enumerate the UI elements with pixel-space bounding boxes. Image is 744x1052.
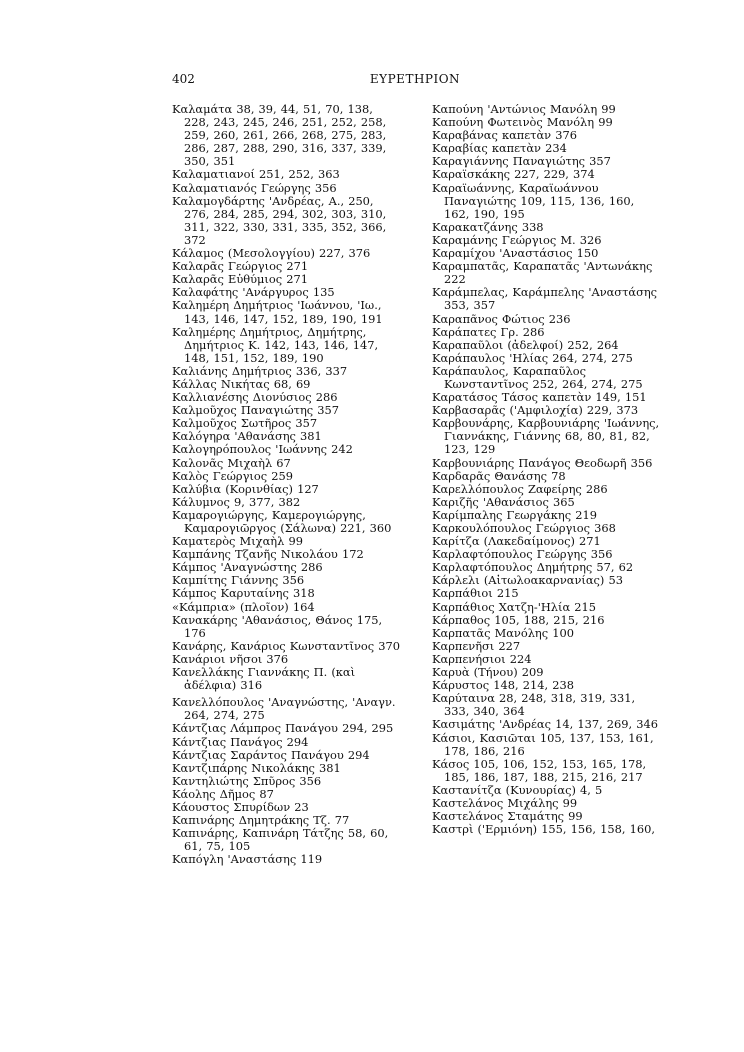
index-entry: Καρλαφτόπουλος Γεώργης 356: [432, 547, 613, 562]
index-entry: Καλημέρη Δημήτριος 'Ιωάννου, 'Ιω., 143, 146, 147, 152, 189, 190, 191: [172, 298, 383, 326]
index-entry: Καραγιάννης Παναγιώτης 357: [432, 154, 611, 169]
index-entry: Καπούνη 'Αντώνιος Μανόλη 99: [432, 102, 616, 116]
index-entry: Καράπατες Γρ. 286: [432, 324, 545, 339]
index-entry: Καραπαῦλοι (ἀδελφοί) 252, 264: [432, 337, 619, 352]
index-entry: Καλαφάτης 'Ανάργυρος 135: [172, 285, 335, 300]
index-entry: Καμαρογιώργης, Καμερογιώργης, Καμαρογιῶργος (Σάλωνα) 221, 360: [172, 507, 392, 535]
index-entry: Κανάριοι νῆσοι 376: [172, 651, 289, 666]
page-number: 402: [172, 72, 195, 86]
index-entry: Καλύβια (Κορινθίας) 127: [172, 481, 319, 496]
index-entry: Καλμοῦχος Σωτῆρος 357: [172, 416, 318, 431]
index-entry: Κανελλόπουλος 'Αναγνώστης, 'Αναγν. 264, 274, 275: [172, 695, 396, 723]
index-column-right: [432, 103, 660, 836]
index-entry: Καστελάνος Σταμάτης 99: [432, 809, 583, 824]
index-entry: Καμπάνης Τζανῆς Νικολάου 172: [172, 547, 364, 562]
index-entry: Καλὸς Γεώργιος 259: [172, 468, 293, 483]
index-entry: Κάμπος 'Αναγνώστης 286: [172, 560, 323, 575]
index-entry: Κάρπαθος 105, 188, 215, 216: [432, 612, 605, 627]
index-entry: Καρπάθιοι 215: [432, 586, 519, 601]
index-entry: Κάρυστος 148, 214, 238: [432, 678, 574, 693]
index-entry: Καλλιανέσης Διονύσιος 286: [172, 390, 338, 405]
index-entry: Καριζῆς 'Αθανάσιος 365: [432, 494, 575, 509]
index-entry: Καρκουλόπουλος Γεώργιος 368: [432, 521, 616, 535]
index-entry: Καρύταινα 28, 248, 318, 319, 331, 333, 340, 364: [432, 691, 636, 719]
index-entry: Καλιάνης Δημήτριος 336, 337: [172, 363, 348, 378]
running-title: ΕΥΡΕΤΗΡΙΟΝ: [369, 72, 461, 86]
index-entry: Κασιμάτης 'Ανδρέας 14, 137, 269, 346: [432, 717, 659, 732]
index-entry: Καστρὶ ('Ερμιόνη) 155, 156, 158, 160,: [432, 822, 655, 837]
index-entry: Καραμάνης Γεώργιος Μ. 326: [432, 232, 602, 247]
index-entry: Κάλαμος (Μεσολογγίου) 227, 376: [172, 246, 371, 261]
index-entry: Καλαματιανοί 251, 252, 363: [172, 167, 340, 182]
index-entry: Κάσιοι, Κασιῶται 105, 137, 153, 161, 178, 186, 216: [432, 730, 654, 758]
index-entry: Καρπενήσιοι 224: [432, 651, 532, 666]
index-entry: Κανελλάκης Γιαννάκης Π. (καὶ ἀδέλφια) 316: [172, 665, 356, 693]
index-entry: Καραβίας καπετὰν 234: [432, 141, 567, 156]
index-entry: Καρίμπαλης Γεωργάκης 219: [432, 507, 597, 522]
index-entry: Καρατάσος Τάσος καπετὰν 149, 151: [432, 390, 647, 405]
index-entry: Κάρλελι (Αἰτωλοακαρνανίας) 53: [432, 573, 623, 588]
index-entry: Καραμπατᾶς, Καραπατᾶς 'Αντωνάκης 222: [432, 259, 653, 287]
index-entry: Καστελάνος Μιχάλης 99: [432, 795, 578, 810]
index-entry: Καπινάρης, Καπινάρη Τάτζης 58, 60, 61, 75, 105: [172, 826, 389, 854]
index-entry: Κάλλας Νικήτας 68, 69: [172, 376, 311, 391]
index-entry: Καλαματιανός Γεώργης 356: [172, 180, 337, 195]
index-entry: Καρβουνάρης, Καρβουνιάρης 'Ιωάννης, Γιαννάκης, Γιάννης 68, 80, 81, 82, 123, 129: [432, 416, 660, 457]
index-entry: Καραϊωάννης, Καραϊωάννου Παναγιώτης 109, 115, 136, 160, 162, 190, 195: [432, 180, 635, 221]
index-entry: Καλμοῦχος Παναγιώτης 357: [172, 403, 340, 418]
index-entry: Καλαμογδάρτης 'Ανδρέας, Α., 250, 276, 284, 285, 294, 302, 303, 310, 311, 322, 330, 331, 335, 352, 366, 372: [172, 193, 387, 247]
index-entry: Καράπαυλος, Καραπαῦλος Κωνσταντῖνος 252, 264, 274, 275: [432, 363, 643, 391]
index-entry: Καπόγλη 'Αναστάσης 119: [172, 852, 323, 867]
index-entry: Καρπενῆσι 227: [432, 638, 521, 653]
index-entry: Καλαρᾶς Γεώργιος 271: [172, 259, 309, 274]
index-entry: Κανάρης, Κανάριος Κωνσταντῖνος 370: [172, 638, 401, 653]
index-entry: Καραβάνας καπετὰν 376: [432, 128, 577, 143]
index-entry: Κάντζιας Λάμπρος Πανάγου 294, 295: [172, 721, 394, 736]
index-entry: Κάλυμνος 9, 377, 382: [172, 494, 301, 509]
index-entry: Καρελλόπουλος Ζαφείρης 286: [432, 481, 608, 496]
index-entry: Καρακατζάνης 338: [432, 219, 544, 234]
index-entry: Κάολης Δῆμος 87: [172, 786, 274, 801]
index-entry: Κάσος 105, 106, 152, 153, 165, 178, 185, 186, 187, 188, 215, 216, 217: [432, 756, 647, 784]
index-entry: Καντζιπάρης Νικολάκης 381: [172, 760, 341, 775]
index-entry: Καλαρᾶς Εὐθύμιος 271: [172, 272, 308, 287]
index-entry: Κάουστος Σπυρίδων 23: [172, 799, 309, 814]
index-entry: Καρπατᾶς Μανόλης 100: [432, 625, 574, 640]
index-entry: Καρβασαρᾶς ('Αμφιλοχία) 229, 373: [432, 403, 639, 418]
index-entry: Καρβουνιάρης Πανάγος Θεοδωρῆ 356: [432, 455, 653, 470]
index-entry: «Κάμπρια» (πλοῖον) 164: [172, 599, 315, 614]
index-entry: Κάντζιας Σαράντος Πανάγου 294: [172, 747, 370, 762]
index-entry: Καράπαυλος 'Ηλίας 264, 274, 275: [432, 350, 633, 365]
index-entry: Καλογηρόπουλος 'Ιωάννης 242: [172, 442, 353, 457]
index-entry: Καντηλιώτης Σπῦρος 356: [172, 773, 322, 788]
index-entry: Καρλαφτόπουλος Δημήτρης 57, 62: [432, 560, 634, 575]
index-entry: Καλόγηρα 'Αθανάσης 381: [172, 429, 322, 444]
index-entry: Κάμπος Καρυταίνης 318: [172, 586, 315, 601]
index-entry: Καλαμάτα 38, 39, 44, 51, 70, 138, 228, 243, 245, 246, 251, 252, 258, 259, 260, 261, 266, 268, 275, 283, 286, 287, 288, 290, 316, 337, 339, 350, 351: [172, 102, 387, 169]
index-entry: Καράμπελας, Καράμπελης 'Αναστάσης 353, 357: [432, 285, 658, 313]
index-entry: Κάντζιας Πανάγος 294: [172, 734, 309, 749]
index-entry: Καρπάθιος Χατζη-'Ηλία 215: [432, 599, 597, 614]
index-entry: Καματερὸς Μιχαὴλ 99: [172, 534, 303, 549]
index-entry: Καρδαρᾶς Θανάσης 78: [432, 468, 566, 483]
index-entry: Καραμίχου 'Αναστάσιος 150: [432, 246, 599, 261]
index-entry: Καλημέρης Δημήτριος, Δημήτρης, Δημήτριος Κ. 142, 143, 146, 147, 148, 151, 152, 189, 190: [172, 324, 379, 365]
index-entry: Καραπᾶνος Φώτιος 236: [432, 311, 571, 326]
index-column-left: [172, 103, 400, 866]
index-entry: Καπινάρης Δημητράκης Τζ. 77: [172, 813, 350, 828]
page-header: [172, 72, 658, 92]
index-entry: Καλονᾶς Μιχαὴλ 67: [172, 455, 291, 470]
index-entry: Καρίτζα (Λακεδαίμονος) 271: [432, 534, 601, 549]
index-entry: Κανακάρης 'Αθανάσιος, Θάνος 175, 176: [172, 612, 383, 640]
index-entry: Καραϊσκάκης 227, 229, 374: [432, 167, 595, 182]
index-entry: Καρυὰ (Τήνου) 209: [432, 665, 544, 680]
index-entry: Καστανίτζα (Κυνουρίας) 4, 5: [432, 782, 603, 797]
index-entry: Καμπίτης Γιάννης 356: [172, 573, 305, 588]
index-entry: Καπούνη Φωτεινὸς Μανόλη 99: [432, 115, 613, 130]
